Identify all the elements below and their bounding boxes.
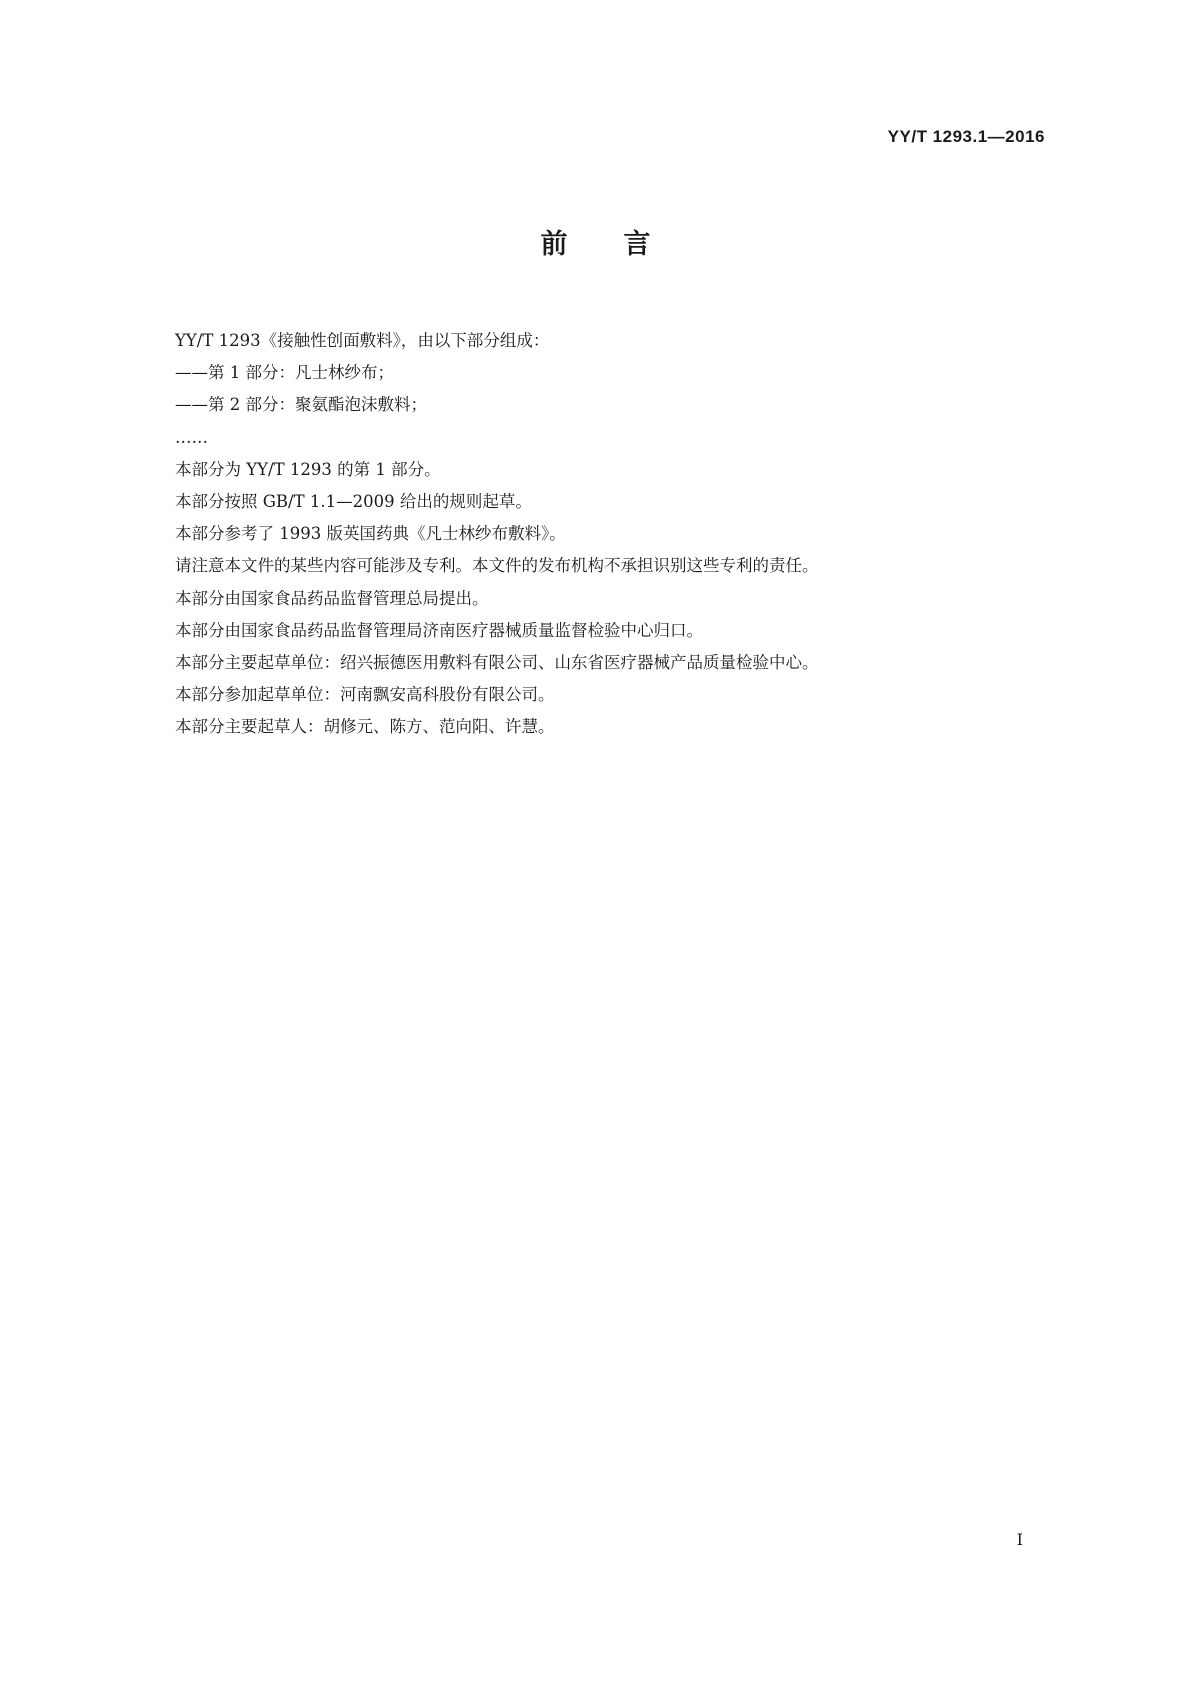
foreword-line-participating-units: 本部分参加起草单位：河南飘安高科股份有限公司。 (175, 685, 555, 705)
foreword-line-patent-notice: 请注意本文件的某些内容可能涉及专利。本文件的发布机构不承担识别这些专利的责任。 (175, 556, 819, 576)
foreword-line-this-part: 本部分为 YY/T 1293 的第 1 部分。 (175, 459, 441, 479)
foreword-line-ellipsis: …… (175, 427, 208, 447)
foreword-line-centralized-by: 本部分由国家食品药品监督管理局济南医疗器械质量监督检验中心归口。 (175, 620, 703, 640)
page-number: I (1016, 1530, 1023, 1549)
foreword-line-part-1: ——第 1 部分：凡士林纱布； (175, 363, 394, 383)
foreword-line-composition: YY/T 1293《接触性创面敷料》，由以下部分组成： (175, 331, 550, 350)
foreword-line-drafting-rules: 本部分按照 GB/T 1.1—2009 给出的规则起草。 (175, 491, 532, 511)
foreword-line-main-drafters: 本部分主要起草人：胡修元、陈方、范向阳、许慧。 (175, 717, 555, 737)
foreword-line-proposed-by: 本部分由国家食品药品监督管理总局提出。 (175, 588, 489, 608)
standard-code-header: YY/T 1293.1—2016 (887, 127, 1045, 146)
page-title: 前言 (540, 229, 707, 260)
foreword-line-reference: 本部分参考了 1993 版英国药典《凡士林纱布敷料》。 (175, 524, 566, 544)
foreword-line-main-drafting-units: 本部分主要起草单位：绍兴振德医用敷料有限公司、山东省医疗器械产品质量检验中心。 (175, 652, 819, 672)
foreword-body (175, 325, 1025, 743)
foreword-line-part-2: ——第 2 部分：聚氨酯泡沫敷料； (175, 395, 427, 415)
